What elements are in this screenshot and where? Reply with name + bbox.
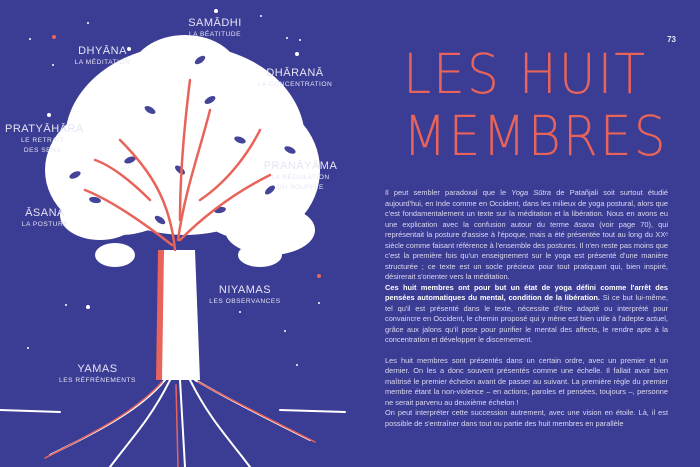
label-yamas: [55, 363, 140, 386]
text-run: (voir page 70), qui représentait la posture d'assise à l'époque, mais a été présentée tout au long du XXᵉ siècle comme faisant référence à l'ensemble des postures. Il n'en reste pas moins que c'est la première fois qu'un enseignement sur le yoga est présenté d'une manière structurée ; ce texte est un socle précieux pour tout pratiquant qui, bien inspiré, désirerait s'orienter vers la méditation.: [385, 219, 669, 281]
label-niyamas: [200, 284, 290, 307]
label-name: DHYĀNA: [78, 45, 127, 57]
label-sub: DU SOUFFLE: [277, 184, 324, 191]
paragraph-ladder: Les huit membres sont présentés dans un certain ordre, avec un premier et un dernier. On les a donc souvent présentés comme une échelle. Il fallait avoir bien maîtrisé le premier échelon avant de passer au suivant. La première règle du premier membre étant la non-violence – en actions, paroles et pensées, toujours –, personne ne serait parvenu au deuxième échelon !: [385, 355, 668, 407]
text-run: Il peut sembler paradoxal que le: [385, 188, 512, 197]
label-name: PRANĀYĀMA: [263, 160, 338, 172]
label-sub: DES SENS: [23, 147, 62, 154]
paragraph-intro: [385, 188, 668, 346]
label-name: NIYAMAS: [218, 284, 272, 296]
text-run: Si ce but lui-même, tel qu'il est présenté dans le texte, nécessite d'être adapté ou interprété pour convaincre en Occident, le chemin proposé qui y mène est bien utile à l'adepte actuel, grâce aux jalons qu'il pose pour purifier le mental des affects, le rendre apte à la concentration et développer le discernement.: [385, 293, 668, 344]
label-samadhi: [165, 17, 265, 40]
text-emphasis: āsana: [574, 219, 595, 229]
label-sub: LA BÉATITUDE: [188, 31, 242, 38]
text-run: de Patañjali soit surtout étudié aujourd'hui, en Inde comme en Occident, dans les milieux de yoga postural, alors que c'est fondamentalement un texte sur la méditation et la libération. Nous en avons eu une explication avec la confusion autour du terme: [385, 188, 668, 229]
label-dhyana: [55, 45, 150, 68]
label-sub: LE RETRAIT: [20, 137, 65, 144]
label-pratyahara: [5, 123, 84, 156]
text-bold: Ces huit membres ont pour but un état de yoga défini comme l'arrêt des pensées automatiques du mental, condition de la libération.: [385, 282, 668, 302]
label-name: ĀSANA: [25, 207, 65, 219]
label-name: DHĀRANĀ: [266, 67, 324, 79]
title-line-1: LES HUIT: [403, 42, 648, 106]
label-dharana: [245, 67, 345, 90]
label-name: SAMĀDHI: [188, 17, 242, 29]
label-sub: LES OBSERVANCES: [209, 298, 281, 305]
label-name: PRATYĀHĀRA: [5, 123, 84, 135]
label-sub: LES RÉFRÉNEMENTS: [59, 377, 136, 384]
label-pranayama: [258, 160, 343, 193]
label-sub: LA POSTURE: [21, 221, 69, 228]
title-line-2: MEMBRES: [403, 104, 668, 168]
page-number: 73: [667, 35, 676, 44]
label-asana: [15, 207, 75, 230]
paragraph-star: On peut interpréter cette succession autrement, avec une vision en étoile. Là, il est possible de s'entraîner dans tout ou partie des huit membres en parallèle: [385, 408, 668, 428]
body-text: [385, 188, 668, 429]
text-emphasis: Yoga Sūtra: [511, 188, 552, 197]
page-title: [403, 43, 693, 167]
label-sub: LA CONCENTRATION: [257, 81, 333, 88]
label-sub: LA RÉGULATION: [271, 174, 330, 181]
label-name: YAMAS: [77, 363, 118, 375]
label-sub: LA MÉDITATION: [74, 59, 131, 66]
